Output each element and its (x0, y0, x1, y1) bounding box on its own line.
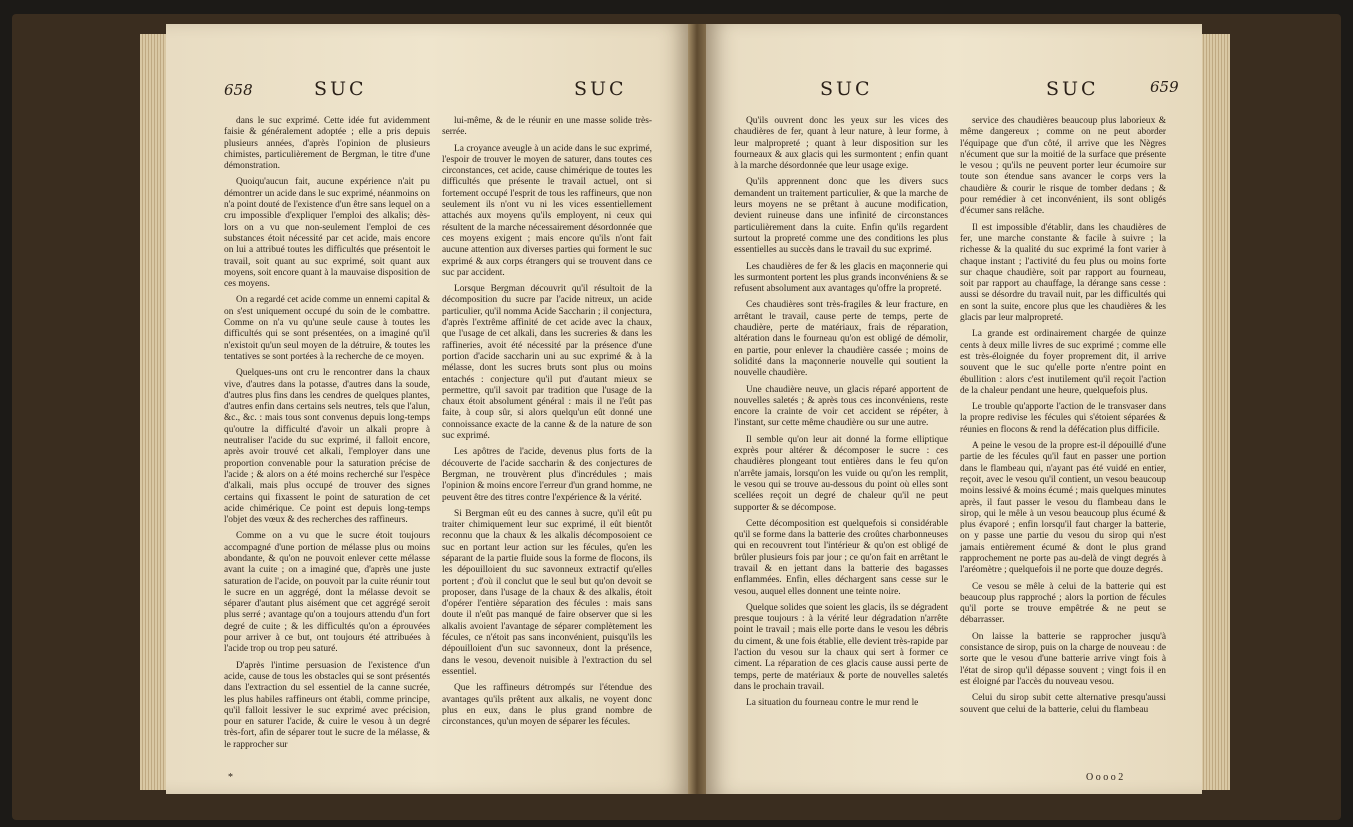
signature-mark: O o o o 2 (1086, 772, 1124, 783)
paragraph: La situation du fourneau contre le mur rend le (746, 698, 919, 709)
paragraph: Comme on a vu que le sucre étoit toujours accompagné d'une portion de mélasse plus ou moins abondante, & qu'on ne pouvoit enlever cette mélasse avant la cuite ; on a imaginé que, d'après une juste saturation de l'acide, on pouvoit par la cuite réunir tout le sucre en un aggrégé, dont la mélasse devoit se séparer d'autant plus aisément que cet aggrégé seroit plus serré ; avantage qu'on a toujours attendu d'un fort degré de cuite ; & les difficultés qu'on a éprouvées pour arriver à ce but, ont toujours été attribuées à l'acide trop ou trop peu saturé. (224, 531, 430, 655)
page-number: 659 (1150, 78, 1179, 96)
paragraph: Que les raffineurs détrompés sur l'étendue des avantages qu'ils prêtent aux alkalis, ne voyent donc plus en eux, dans le plus grand nombre de circonstances, qu'un moyen de séparer les fécules. (442, 683, 652, 728)
left-page (166, 24, 690, 794)
paragraph: dans le suc exprimé. Cette idée fut avidemment faisie & généralement adoptée ; elle a pris depuis plusieurs années, d'après l'opinion de plusieurs chimistes, particulièrement de Bergman, le titre d'une démonstration. (224, 116, 430, 172)
book-gutter (688, 24, 708, 794)
running-head-title: SUC (1046, 78, 1099, 100)
paragraph: Cette décomposition est quelquefois si considérable qu'il se forme dans la batterie des croûtes charbonneuses qui en recouvrent tout l'intérieur & qu'on est obligé de brûler plusieurs fois par jour ; ce qu'on fait en arrêtant le travail & en jettant dans la batterie des bagasses enflammées. Enfin, elles déchargent sans cesse sur le vesou, auquel elles donnent une teinte noire. (734, 518, 948, 597)
running-head-title: SUC (314, 78, 367, 100)
paragraph: Les apôtres de l'acide, devenus plus forts de la découverte de l'acide saccharin & des conjectures de Bergman, ne trouvèrent plus d'incrédules ; mais l'opinion & moins encore l'erreur d'un grand homme, ne peuvent être des titres contre l'expérience & la vérité. (442, 447, 652, 503)
paragraph: Ces chaudières sont très-fragiles & leur fracture, en arrêtant le travail, cause perte de temps, perte de chaudière, perte de matériaux, frais de réparation, altération dans le fourneau qu'on est obligé de démolir, en partie, pour enlever la chaudière cassée ; moins de solidité dans la maçonnerie nouvelle qui soutient la nouvelle chaudière. (734, 300, 948, 379)
paragraph: Lorsque Bergman découvrit qu'il résultoit de la décomposition du sucre par l'acide nitreux, un acide particulier, qu'il nomma Acide Saccharin ; il conjectura, d'après l'extrême affinité de cet acide avec la chaux, que l'usage de cet alkali, dans les sucreries & dans les raffineries, avoit été nécessité par la présence d'une portion d'acide saccharin uni au suc exprimé & à la mélasse, dont les sucres bruts sont plus ou moins entachés : conjecture qu'il put d'autant mieux se permettre, qu'il savoit par tradition que l'usage de la chaux étoit absolument général : mais il ne l'eût pas faite, à coup sûr, si alors quelqu'un eût donné une connoissance exacte de la canne & de la nature de son suc exprimé. (442, 284, 652, 442)
paragraph: La croyance aveugle à un acide dans le suc exprimé, l'espoir de trouver le moyen de saturer, dans toutes ces circonstances, cet acide, cause chimérique de toutes les difficultés que présente le travail actuel, ont si fortement occupé l'esprit de tous les raffineurs, que non seulement ils n'ont vu ni les vices essentiellement attachés aux moyens qu'ils employent, ni ceux qui résultent de la marche nécessairement désordonnée que ces moyens exigent ; mais encore qu'ils n'ont fait aucune attention aux diverses parties qui forment le suc exprimé & aux corps étrangers qui se trouvent dans ce suc par accident. (442, 143, 652, 278)
running-head-title: SUC (820, 78, 873, 100)
text-column (734, 116, 948, 715)
paragraph: Celui du sirop subit cette alternative presqu'aussi souvent que celui de la batterie, celui du flambeau (960, 693, 1166, 715)
paragraph: Les chaudières de fer & les glacis en maçonnerie qui les surmontent portent les plus grands inconvéniens & se refusent absolument aux avantages qu'offre la propreté. (734, 261, 948, 295)
paragraph: Qu'ils ouvrent donc les yeux sur les vices des chaudières de fer, quant à leur nature, à leur forme, à leur malpropreté ; quant à leur disposition sur les fourneaux & aux glacis qui les surmontent ; enfin quant à la marche désordonnée que leur usage exige. (734, 116, 948, 172)
signature-mark: * (228, 772, 233, 783)
paragraph: Si Bergman eût eu des cannes à sucre, qu'il eût pu traiter chimiquement leur suc exprimé, il eût bientôt reconnu que la chaux & les alkalis décomposoient ce suc en portant leur action sur les fécules, qu'en les séparant de la partie fluide sous la forme de flocons, ils les dépouilloient du suc savonneux extractif qu'elles portent ; d'où il conclut que le seul but qu'on devoit se proposer, dans l'usage de la chaux & des alkalis, étoit d'opérer l'entière séparation des fécules : mais sans doute il n'eût pas manqué de faire observer que si les alkalis avoient l'avantage de séparer complètement les fécules, ce n'étoit pas sans inconvénient, puisqu'ils les dépouilloient d'un suc savonneux, dont la présence, dans le vesou, devenoit nuisible à l'extraction du sel essentiel. (442, 508, 652, 677)
page-edges-right (1198, 34, 1230, 790)
paragraph: Qu'ils apprennent donc que les divers sucs demandent un traitement particulier, & que la marche de leurs moyens ne se prêtant à aucune modification, devient ruineuse dans une infinité de circonstances particulièrement dans la cuite. Enfin qu'ils regardent surtout la propreté comme une des conditions les plus essentielles au succès dans le travail du suc exprimé. (734, 177, 948, 256)
page-number: 658 (224, 81, 253, 99)
paragraph: Quelques-uns ont cru le rencontrer dans la chaux vive, d'autres dans la potasse, d'autres dans la soude, d'autres plus fins dans les cendres de quelques plantes, d'autres enfin dans certains sels neutres, tels que l'alun, &c., &c. : mais tous sont convenus depuis long-temps qu'outre la difficulté d'avoir un alkali propre à neutraliser l'acide du suc exprimé, il falloit encore, après avoir trouvé cet alkali, l'employer dans une proportion convenable pour la saturation précise de l'acide ; & alors on a été moins recherché sur l'espèce d'alkali, mais plus occupé de trouver des signes certains qui fixassent le point de saturation de cet acide chimérique. Ce point est depuis long-temps l'objet des vœux & des recherches des raffineurs. (224, 368, 430, 526)
paragraph: Ce vesou se mêle à celui de la batterie qui est beaucoup plus rapproché ; alors la portion de fécules qu'il porte se trouve empêtrée & ne peut se débarrasser. (960, 581, 1166, 626)
paragraph: Il semble qu'on leur ait donné la forme elliptique exprès pour altérer & décomposer le sucre : ces chaudières plongeant tout entières dans le feu qu'on n'arrête jamais, lorsqu'on les vuide ou qu'on les remplit, le vesou qui se trouve au-dessous du point où elles sont scellées reçoit un degré de chaleur qu'il ne peut supporter & se décompose. (734, 434, 948, 513)
paragraph: Il est impossible d'établir, dans les chaudières de fer, une marche constante & facile à suivre ; la richesse & la qualité du suc exprimé la font varier à chaque instant ; l'activité du feu plus ou moins forte sur chaque chaudière, soit par rapport au fourneau, soit par rapport au chauffage, la dérange sans cesse : aussi se désordre du travail nuit, par les difficultés qui en sont la suite, encore plus que les chaudières & les glacis par leur malpropreté. (960, 222, 1166, 324)
paragraph: A peine le vesou de la propre est-il dépouillé d'une partie de les fécules qu'il faut en passer une portion dans le flambeau qui, n'ayant pas été vuidé en entier, reçoit, avec le vesou qu'il contient, un vesou beaucoup moins lessivé & moins écumé ; mais quelques minutes après, il faut passer le vesou du flambeau dans le sirop, qui le mêle à un vesou beaucoup plus écumé & plus évaporé ; enfin lorsqu'il faut charger la batterie, on y passe une partie du vesou du sirop qui n'est jamais entièrement écumé & dont le plus grand rapprochement ne porte pas au-delà de vingt degrés à l'aréomètre ; quelquefois il ne porte que douze degrés. (960, 441, 1166, 576)
left-running-head (224, 78, 684, 104)
paragraph: D'après l'intime persuasion de l'existence d'un acide, cause de tous les obstacles qui se sont présentés dans l'extraction du sel essentiel de la canne sucrée, les plus habiles raffineurs ont établi, comme principe, qu'il falloit lessiver le suc exprimé avec précision, pour en saturer l'acide, & cuire le vesou à un degré très-fort, afin de séparer tout le sucre de la mélasse, & le rapprocher sur (224, 660, 430, 750)
paragraph: lui-même, & de le réunir en une masse solide très-serrée. (442, 116, 652, 138)
paragraph: Une chaudière neuve, un glacis réparé apportent de nouvelles saletés ; & après tous ces inconvéniens, reste encore la crainte de voir cet accident se répéter, à l'instant, sur cette même chaudière ou sur une autre. (734, 384, 948, 429)
text-column (442, 116, 652, 733)
paragraph: On laisse la batterie se rapprocher jusqu'à consistance de sirop, puis on la charge de nouveau : de sorte que le vesou d'une batterie arrive vingt fois à l'état de sirop qu'il dépasse souvent ; vingt fois il en est éloigné par l'accès du nouveau vesou. (960, 631, 1166, 687)
paragraph: service des chaudières beaucoup plus laborieux & même dangereux ; comme on ne peut aborder l'équipage que d'un côté, il arrive que les Nègres n'écument que sur la moitié de la surface que présente le vesou ; qu'ils ne peuvent porter leur écumoire sur toute son étendue sans avancer le corps vers la chaudière & courir le risque de tomber dedans ; & pour remédier à cet inconvénient, ils sont obligés d'écumer sans relâche. (960, 116, 1166, 217)
paragraph: La grande est ordinairement chargée de quinze cents à deux mille livres de suc exprimé ; comme elle est très-éloignée du foyer proprement dit, il arrive souvent que le suc qu'elle porte n'entre point en ébullition : alors c'est inutilement qu'il reçoit l'action de la chaleur pendant une heure, quelquefois plus. (960, 329, 1166, 396)
text-column (960, 116, 1166, 721)
paragraph: On a regardé cet acide comme un ennemi capital & on s'est uniquement occupé du soin de le combattre. Comme on n'a vu qu'une seule cause à toutes les difficultés qui se sont présentées, on a imaginé qu'il n'existoit qu'un seul moyen de la détruire, & toutes les tentatives se sont portées à la recherche de ce moyen. (224, 295, 430, 362)
paragraph: Quelque solides que soient les glacis, ils se dégradent presque toujours : à la vérité leur dégradation n'arrête point le travail ; mais elle porte dans le vesou les débris du ciment, & une fois établie, elle devient très-rapide par l'action du vesou sur la chaux qui sert à former ce ciment. La réparation de ces glacis cause aussi perte de temps, perte de matériaux & porte de nouvelles saletés dans le prochain travail. (734, 602, 948, 692)
right-page (706, 24, 1202, 794)
right-running-head (764, 78, 1184, 104)
text-column (224, 116, 430, 756)
running-head-title: SUC (574, 78, 627, 100)
paragraph: Le trouble qu'apporte l'action de le transvaser dans la propre redivise les fécules qui s'étoient séparées & réunies en flocons & rend la défécation plus difficile. (960, 402, 1166, 435)
paragraph: Quoiqu'aucun fait, aucune expérience n'ait pu démontrer un acide dans le suc exprimé, néanmoins on n'a point douté de l'existence d'un être sans lequel on a cru impossible d'expliquer l'emploi des alkalis; dès-lors on a vu que non-seulement l'emploi de ces substances étoit nécessité par cet acide, mais encore on lui a attribué toutes les difficultés que présentoit le travail, soit quant au suc exprimé, soit quant aux moyens, soit encore quant à la mauvaise disposition de ces moyens. (224, 177, 430, 290)
